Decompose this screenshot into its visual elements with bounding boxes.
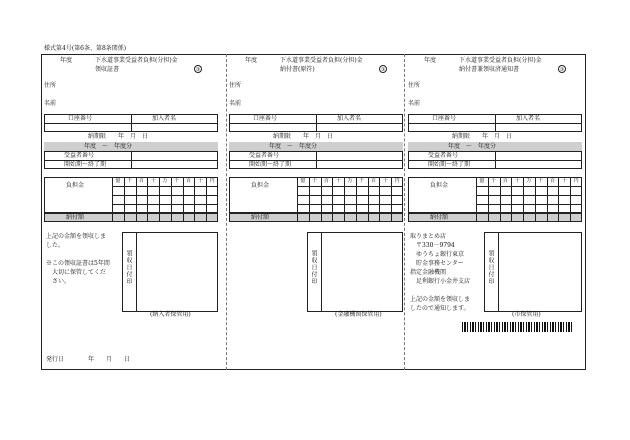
divider-2	[404, 54, 405, 370]
message-line: 取りまとめ店	[410, 233, 447, 240]
amount-label: 負担金	[430, 182, 449, 189]
paid-label: 納付額	[251, 214, 270, 221]
paid-digit-line	[171, 213, 172, 222]
due-date-label: 納期限 年 月 日	[88, 133, 149, 140]
name-label: 名前	[229, 100, 242, 107]
digit-header: 千	[127, 178, 133, 184]
due-date-label: 納期限 年 月 日	[273, 133, 334, 140]
digit-header: 億	[479, 178, 485, 184]
paid-digit-line	[332, 213, 333, 222]
paid-digit-line	[488, 213, 489, 222]
beneficiary-split	[316, 151, 317, 169]
message-line: さい。	[46, 278, 71, 285]
message-line: 貯金事務センター	[410, 260, 464, 267]
stamp-split	[136, 232, 137, 312]
paid-digit-line	[391, 213, 392, 222]
beneficiary-label: 受益者番号	[249, 152, 280, 159]
stamp-label: 領収日付印	[310, 250, 317, 285]
amount-label: 負担金	[66, 182, 85, 189]
digit-header: 億	[115, 178, 121, 184]
account-label: 口座番号	[253, 115, 278, 122]
footer-label: (金融機関保管用)	[335, 311, 382, 318]
digit-header: 十	[150, 178, 156, 184]
digit-header: 百	[323, 178, 329, 184]
paid-digit-line	[159, 213, 160, 222]
paid-split	[297, 213, 298, 222]
paid-digit-line	[356, 213, 357, 222]
amount-row-line	[476, 195, 582, 196]
account-split	[316, 114, 317, 132]
message-line: 指定金融機関	[410, 269, 447, 276]
beneficiary-label: 受益者番号	[428, 152, 459, 159]
paid-digit-line	[379, 213, 380, 222]
digit-header: 万	[162, 178, 168, 184]
amount-row-line	[476, 204, 582, 205]
message-line: 上記の金額を領収しま	[46, 233, 107, 240]
issue-date-label: 発行日 年 月 日	[46, 356, 131, 363]
amount-row-line	[112, 186, 218, 187]
due-date-label: 納期限 年 月 日	[452, 133, 513, 140]
footer-label: (市保管用)	[512, 311, 541, 318]
form-title: 下水道事業受益者負担(分担)金	[95, 57, 178, 64]
paid-digit-line	[368, 213, 369, 222]
paid-digit-line	[206, 213, 207, 222]
digit-header: 十	[382, 178, 388, 184]
paid-digit-line	[321, 213, 322, 222]
address-label: 住所	[229, 82, 242, 89]
seal-mark: ③	[380, 67, 386, 73]
paid-digit-line	[344, 213, 345, 222]
account-label: 口座番号	[68, 115, 93, 122]
account-split	[495, 114, 496, 132]
year-label: 年度	[424, 57, 437, 64]
message-line: した。	[46, 242, 65, 249]
account-split	[131, 114, 132, 132]
amount-row-line	[112, 204, 218, 205]
digit-header: 円	[573, 178, 579, 184]
digit-header: 千	[491, 178, 497, 184]
stamp-split	[321, 232, 322, 312]
stamp-label: 領収日付印	[487, 250, 494, 285]
footer-label: (納入者保管用)	[150, 311, 191, 318]
name-label: 名前	[44, 100, 57, 107]
form-subtitle: 領収証書	[95, 66, 120, 73]
period-label: 年度 ～ 年度分	[448, 143, 497, 150]
digit-header: 百	[186, 178, 192, 184]
amount-row-line	[297, 204, 403, 205]
start-end-label: 開始期～終了期	[249, 161, 292, 168]
amount-row-line	[476, 186, 582, 187]
amount-row-line	[297, 186, 403, 187]
paid-digit-line	[309, 213, 310, 222]
digit-header: 百	[138, 178, 144, 184]
paid-digit-line	[523, 213, 524, 222]
stamp-label: 領収日付印	[125, 250, 132, 285]
digit-header: 十	[561, 178, 567, 184]
form-number: 様式第4号(第6条、第8条関係)	[44, 45, 127, 52]
digit-header: 十	[197, 178, 203, 184]
address-label: 住所	[408, 82, 421, 89]
paid-digit-line	[558, 213, 559, 222]
seal-mark: ③	[559, 67, 565, 73]
member-label: 加入者名	[337, 115, 362, 122]
digit-header: 万	[526, 178, 532, 184]
message-line: 足利銀行小金井支店	[410, 278, 471, 285]
period-label: 年度 ～ 年度分	[269, 143, 318, 150]
digit-header: 千	[538, 178, 544, 184]
address-label: 住所	[44, 82, 57, 89]
digit-header: 十	[335, 178, 341, 184]
account-label: 口座番号	[432, 115, 457, 122]
paid-digit-line	[147, 213, 148, 222]
message-line: 大切に保管してくだ	[46, 269, 107, 276]
digit-header: 千	[359, 178, 365, 184]
form-subtitle: 納付書兼領収済通知書	[459, 66, 520, 73]
paid-digit-line	[570, 213, 571, 222]
divider-1	[226, 54, 227, 370]
member-label: 加入者名	[516, 115, 541, 122]
digit-header: 千	[312, 178, 318, 184]
paid-digit-line	[194, 213, 195, 222]
member-label: 加入者名	[152, 115, 177, 122]
year-label: 年度	[245, 57, 258, 64]
digit-header: 円	[394, 178, 400, 184]
amount-row-line	[112, 195, 218, 196]
year-label: 年度	[60, 57, 73, 64]
paid-digit-line	[547, 213, 548, 222]
paid-split	[476, 213, 477, 222]
digit-header: 億	[300, 178, 306, 184]
message-line: ゆうちょ銀行東京	[410, 251, 465, 258]
beneficiary-split	[495, 151, 496, 169]
paid-split	[112, 213, 113, 222]
paid-digit-line	[124, 213, 125, 222]
digit-header: 百	[371, 178, 377, 184]
amount-row-line	[297, 195, 403, 196]
message-line: ※この領収証書は5年間	[46, 260, 110, 267]
message-line: 上記の金額を領収しま	[410, 296, 471, 303]
digit-header: 千	[174, 178, 180, 184]
message-line: 〒330－9794	[410, 242, 455, 249]
name-label: 名前	[408, 100, 421, 107]
message-line: したので通知します。	[410, 305, 470, 312]
amount-label: 負担金	[251, 182, 270, 189]
paid-label: 納付額	[430, 214, 449, 221]
seal-mark: ③	[195, 67, 201, 73]
digit-header: 百	[502, 178, 508, 184]
barcode	[462, 322, 572, 332]
form-title: 下水道事業受益者負担(分担)金	[459, 57, 542, 64]
digit-header: 百	[550, 178, 556, 184]
paid-digit-line	[500, 213, 501, 222]
form-subtitle: 納付書(原符)	[280, 66, 315, 73]
paid-digit-line	[535, 213, 536, 222]
beneficiary-split	[131, 151, 132, 169]
stamp-split	[498, 232, 499, 312]
digit-header: 万	[347, 178, 353, 184]
digit-header: 円	[209, 178, 215, 184]
form-title: 下水道事業受益者負担(分担)金	[280, 57, 363, 64]
period-label: 年度 ～ 年度分	[84, 143, 133, 150]
digit-header: 十	[514, 178, 520, 184]
start-end-label: 開始期～終了期	[428, 161, 471, 168]
start-end-label: 開始期～終了期	[64, 161, 107, 168]
beneficiary-label: 受益者番号	[64, 152, 95, 159]
paid-digit-line	[511, 213, 512, 222]
paid-digit-line	[136, 213, 137, 222]
paid-digit-line	[183, 213, 184, 222]
paid-label: 納付額	[66, 214, 85, 221]
